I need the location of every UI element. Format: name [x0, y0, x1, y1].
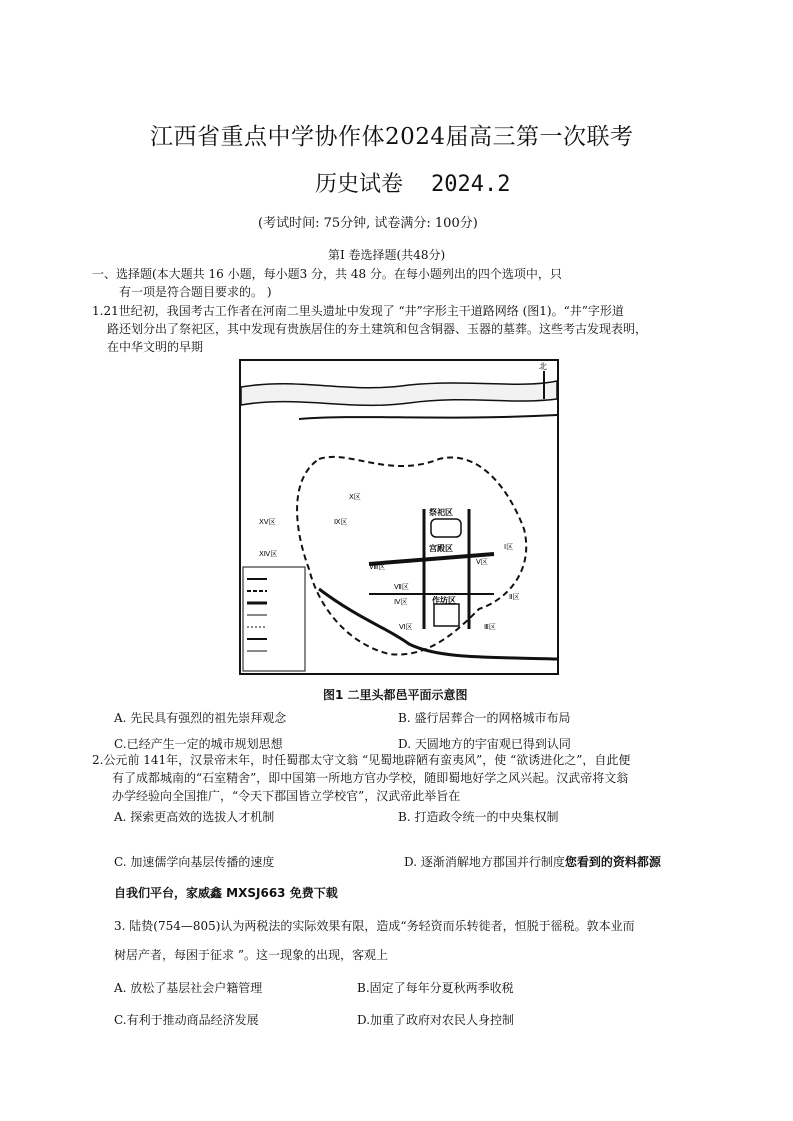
q2-option-a[interactable]: A. 探索更高效的选拔人才机制	[114, 810, 275, 824]
q1-option-c[interactable]: C.已经产生一定的城市规划思想	[114, 737, 283, 751]
q2-option-d-line	[404, 853, 661, 870]
figure-caption: 图1 二里头都邑平面示意图	[323, 688, 468, 702]
q2-option-d[interactable]: D. 逐渐消解地方郡国并行制度	[404, 855, 565, 869]
q2-option-c[interactable]: C. 加速儒学向基层传播的速度	[114, 855, 275, 869]
map-label-zone-4: Ⅳ区	[394, 598, 408, 606]
watermark-part2: 自我们平台，家威鑫 MXSJ663 免费下载	[114, 886, 338, 900]
map-label-workshop: 作坊区	[432, 596, 456, 605]
q3-option-d[interactable]: D.加重了政府对农民人身控制	[357, 1013, 515, 1027]
map-label-zone-10: Ⅹ区	[349, 493, 361, 501]
map-label-zone-3: Ⅲ区	[484, 623, 496, 631]
q3-option-c[interactable]: C.有利于推动商品经济发展	[114, 1013, 259, 1027]
map-label-ritual: 祭祀区	[429, 508, 453, 517]
map-label-zone-7: Ⅶ区	[394, 583, 409, 591]
section-title: 第Ⅰ 卷选择题(共48分)	[328, 248, 446, 262]
q3-stem-line2: 树居产者，每困于征求 ”。这一现象的出现，客观上	[114, 948, 388, 962]
map-label-zone-15: ⅩⅤ区	[259, 518, 276, 526]
exam-subject-line	[315, 167, 511, 198]
q1-stem-line1: 1.21世纪初，我国考古工作者在河南二里头遗址中发现了 “井”字形主干道路网络 (图1)。“井”字形道	[92, 304, 624, 318]
map-label-zone-8: Ⅷ区	[369, 563, 386, 571]
q3-option-b[interactable]: B.固定了每年分夏秋两季收税	[357, 981, 514, 995]
exam-subject: 历史试卷	[315, 172, 404, 197]
map-legend-box	[243, 567, 305, 671]
watermark-part1: 您看到的资料都源	[564, 855, 661, 869]
exam-title: 江西省重点中学协作体2024届高三第一次联考	[150, 124, 634, 150]
exam-date: 2024.2	[431, 172, 511, 197]
q2-stem-line3: 办学经验向全国推广，“令天下郡国皆立学校官”，汉武帝此举旨在	[112, 789, 461, 803]
north-label: 北	[539, 362, 547, 371]
q2-stem-line2: 有了成都城南的“石室精舍”，即中国第一所地方官办学校，随即蜀地好学之风兴起。汉武帝将文翁	[112, 771, 629, 785]
q2-stem-line1: 2.公元前 141年，汉景帝末年，时任蜀郡太守文翁 “见蜀地辟陋有蛮夷风”，使 “欲诱进化之”，自此便	[92, 753, 631, 767]
map-label-zone-9: Ⅸ区	[334, 518, 348, 526]
q3-option-a[interactable]: A. 放松了基层社会户籍管理	[114, 981, 263, 995]
q1-option-d[interactable]: D. 天圆地方的宇宙观已得到认同	[398, 737, 571, 751]
map-label-zone-1: Ⅰ区	[504, 543, 514, 551]
q2-option-b[interactable]: B. 打造政令统一的中央集权制	[398, 810, 559, 824]
map-label-zone-14: ⅩⅣ区	[259, 550, 278, 558]
map-label-zone-6: Ⅵ区	[399, 623, 413, 631]
q3-stem-line1: 3. 陆贽(754—805)认为两税法的实际效果有限，造成“务轻资而乐转徙者，恒脱于徭税。敦本业而	[114, 919, 635, 933]
q1-option-b[interactable]: B. 盛行居葬合一的网格城市布局	[398, 711, 571, 725]
section-instruction-1: 一、选择题(本大题共 16 小题，每小题3 分，共 48 分。在每小题列出的四个选项中，只	[92, 267, 562, 281]
q1-stem-line2: 路还划分出了祭祀区，其中发现有贵族居住的夯土建筑和包含铜器、玉器的墓葬。这些考古发现表明，	[107, 322, 648, 336]
map-label-zone-5: Ⅴ区	[476, 558, 488, 566]
map-label-palace: 宫殿区	[429, 544, 453, 553]
q1-option-a[interactable]: A. 先民具有强烈的祖先崇拜观念	[114, 711, 287, 725]
erlitou-map-figure	[239, 359, 559, 675]
q1-stem-line3: 在中华文明的早期	[107, 340, 204, 354]
section-instruction-2: 有一项是符合题目要求的。 )	[119, 285, 272, 299]
exam-info: (考试时间: 75分钟, 试卷满分: 100分)	[258, 216, 478, 231]
map-label-zone-2: Ⅱ区	[509, 593, 520, 601]
